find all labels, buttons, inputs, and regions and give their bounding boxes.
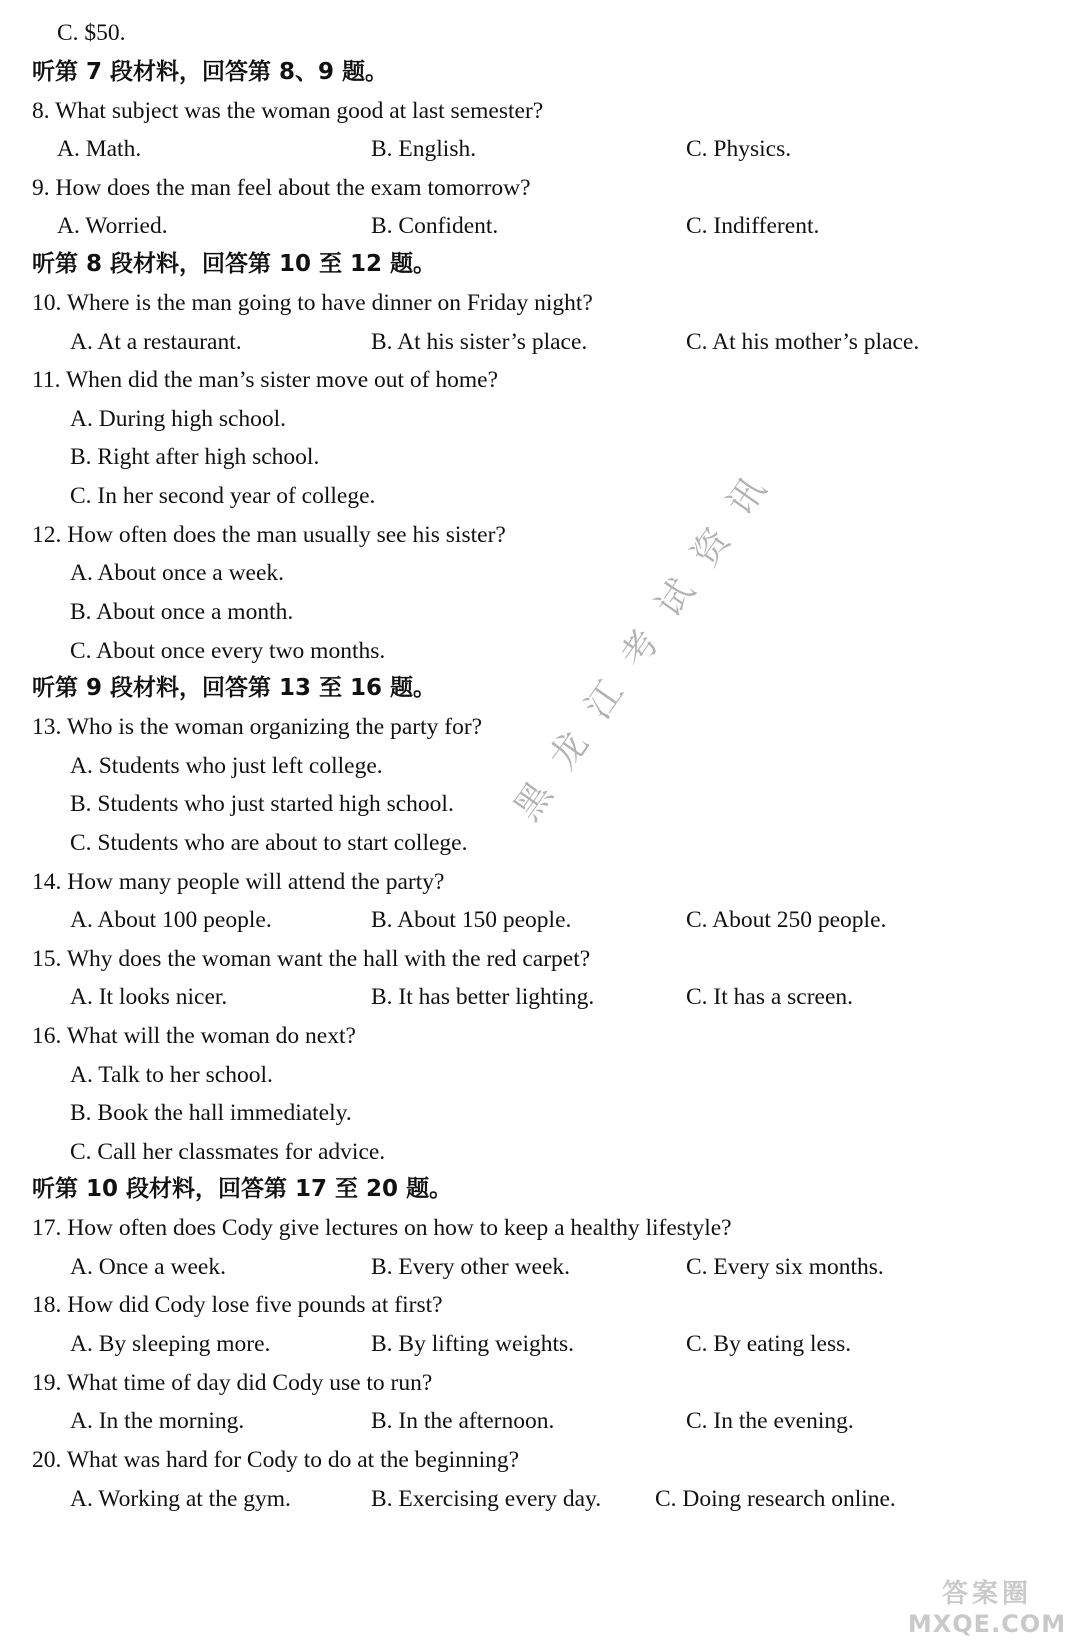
answer-option: C. Physics. xyxy=(686,136,792,162)
section-heading: 听第 10 段材料，回答第 17 至 20 题。 xyxy=(32,1176,453,1202)
question-stem: 16. What will the woman do next? xyxy=(32,1023,356,1049)
answer-option: B. Students who just started high school. xyxy=(70,791,454,817)
answer-option: C. Every six months. xyxy=(686,1254,884,1280)
answer-option: A. Working at the gym. xyxy=(70,1486,291,1512)
answer-option: A. About 100 people. xyxy=(70,907,272,933)
answer-option: A. Students who just left college. xyxy=(70,753,383,779)
question-stem: 15. Why does the woman want the hall with the red carpet? xyxy=(32,946,591,972)
answer-option: A. It looks nicer. xyxy=(70,984,228,1010)
logo-text-top: 答案圈 xyxy=(941,1579,1032,1609)
question-stem: 19. What time of day did Cody use to run? xyxy=(32,1370,433,1396)
answer-option: C. $50. xyxy=(57,20,126,46)
section-heading: 听第 7 段材料，回答第 8、9 题。 xyxy=(32,59,389,85)
answer-option: B. In the afternoon. xyxy=(371,1408,555,1434)
question-stem: 13. Who is the woman organizing the party for? xyxy=(32,714,483,740)
answer-option: A. At a restaurant. xyxy=(70,329,242,355)
answer-option: C. By eating less. xyxy=(686,1331,852,1357)
answer-option: A. Once a week. xyxy=(70,1254,226,1280)
answer-option: B. Right after high school. xyxy=(70,444,320,470)
answer-option: C. Indifferent. xyxy=(686,213,820,239)
answer-option: B. Book the hall immediately. xyxy=(70,1100,352,1126)
answer-option: C. Students who are about to start college. xyxy=(70,830,468,856)
answer-option: B. Every other week. xyxy=(371,1254,571,1280)
answer-option: A. During high school. xyxy=(70,406,287,432)
answer-option: B. Exercising every day. xyxy=(371,1486,602,1512)
answer-option: C. Call her classmates for advice. xyxy=(70,1139,386,1165)
answer-option: C. About 250 people. xyxy=(686,907,887,933)
answer-option: B. It has better lighting. xyxy=(371,984,595,1010)
answer-option: C. It has a screen. xyxy=(686,984,854,1010)
question-stem: 14. How many people will attend the party? xyxy=(32,869,445,895)
site-logo xyxy=(902,1577,1072,1641)
answer-option: B. About 150 people. xyxy=(371,907,572,933)
section-heading: 听第 8 段材料，回答第 10 至 12 题。 xyxy=(32,251,437,277)
section-heading: 听第 9 段材料，回答第 13 至 16 题。 xyxy=(32,675,437,701)
question-stem: 17. How often does Cody give lectures on how to keep a healthy lifestyle? xyxy=(32,1215,732,1241)
answer-option: C. In the evening. xyxy=(686,1408,854,1434)
answer-option: B. At his sister’s place. xyxy=(371,329,588,355)
question-stem: 10. Where is the man going to have dinner on Friday night? xyxy=(32,290,593,316)
answer-option: A. By sleeping more. xyxy=(70,1331,271,1357)
answer-option: A. About once a week. xyxy=(70,560,285,586)
question-stem: 8. What subject was the woman good at last semester? xyxy=(32,98,544,124)
answer-option: A. Worried. xyxy=(57,213,168,239)
question-stem: 18. How did Cody lose five pounds at first? xyxy=(32,1292,443,1318)
question-stem: 20. What was hard for Cody to do at the beginning? xyxy=(32,1447,520,1473)
answer-option: B. By lifting weights. xyxy=(371,1331,575,1357)
question-stem: 12. How often does the man usually see his sister? xyxy=(32,522,506,548)
watermark: 黑龙江考试资讯 xyxy=(506,449,790,829)
answer-option: C. At his mother’s place. xyxy=(686,329,920,355)
answer-option: B. Confident. xyxy=(371,213,499,239)
answer-option: A. Math. xyxy=(57,136,142,162)
logo-text-bottom: MXQE.COM xyxy=(907,1610,1067,1638)
answer-option: C. Doing research online. xyxy=(655,1486,896,1512)
answer-option: A. Talk to her school. xyxy=(70,1062,273,1088)
answer-option: C. About once every two months. xyxy=(70,638,386,664)
question-stem: 9. How does the man feel about the exam tomorrow? xyxy=(32,175,531,201)
answer-option: B. About once a month. xyxy=(70,599,294,625)
answer-option: B. English. xyxy=(371,136,477,162)
answer-option: C. In her second year of college. xyxy=(70,483,376,509)
answer-option: A. In the morning. xyxy=(70,1408,245,1434)
question-stem: 11. When did the man’s sister move out of home? xyxy=(32,367,498,393)
